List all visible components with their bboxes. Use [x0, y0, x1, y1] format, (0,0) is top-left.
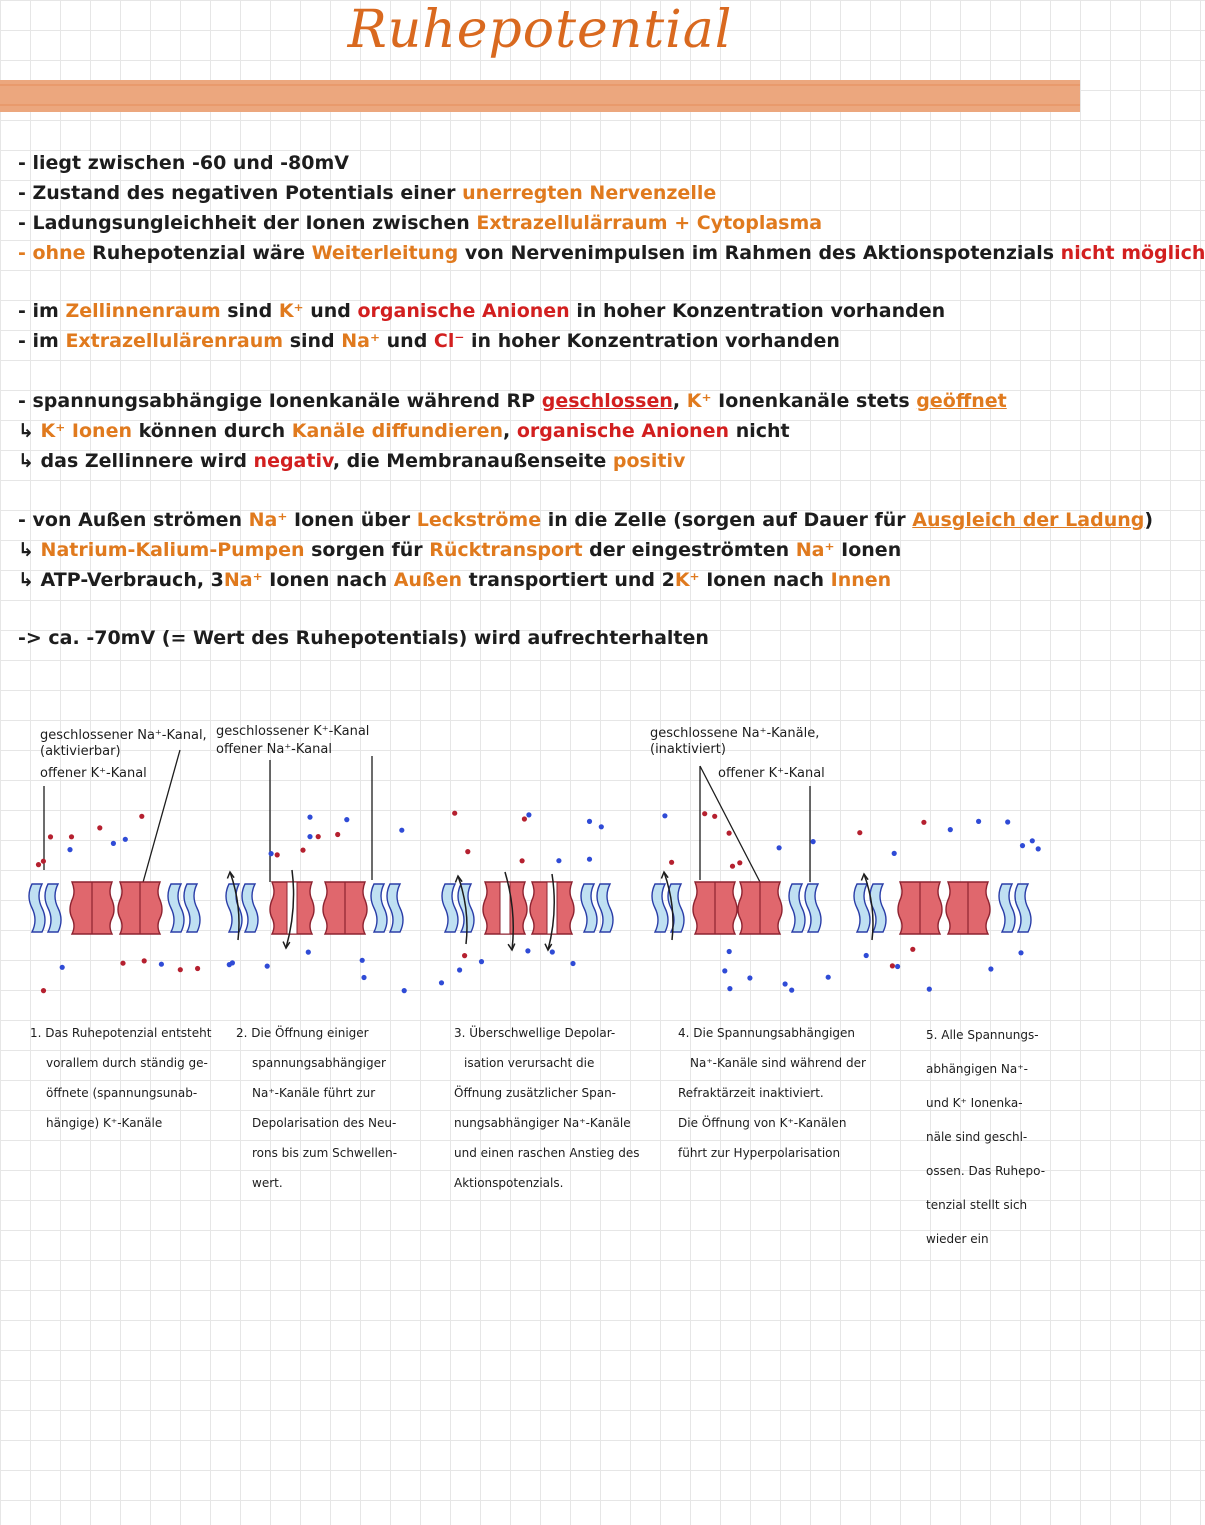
label-open-k-channel: offener K⁺-Kanal — [40, 766, 147, 781]
ion — [402, 988, 407, 993]
k-channel-subunit — [652, 884, 668, 932]
text-line-1: - liegt zwischen -60 und -80mV — [18, 152, 349, 174]
k-channel-subunit — [581, 884, 597, 932]
ion — [306, 950, 311, 955]
label-activatable: (aktivierbar) — [40, 744, 121, 759]
ion — [550, 949, 555, 954]
k-channel-subunit — [168, 884, 184, 932]
ion — [265, 964, 270, 969]
ion — [479, 959, 484, 964]
na-channel — [70, 882, 114, 934]
na-channel — [898, 882, 942, 934]
caption-step-4: 4. Die Spannungsabhängigen Na⁺-Kanäle sind während der Refraktärzeit inaktiviert. Die Öffnung von K⁺-Kanälen führt zur Hyperpolarisation — [678, 1026, 866, 1160]
text-line-11: ↳ Natrium-Kalium-Pumpen sorgen für Rücktransport der eingeströmten Na⁺ Ionen — [18, 539, 902, 561]
k-channel — [226, 884, 258, 932]
k-channel-subunit — [854, 884, 870, 932]
ion — [465, 849, 470, 854]
ion — [307, 815, 312, 820]
k-channel-subunit — [1015, 884, 1031, 932]
na-channel — [270, 882, 314, 934]
ion — [526, 812, 531, 817]
text-line-10: - von Außen strömen Na⁺ Ionen über Leckströme in die Zelle (sorgen auf Dauer für Ausgleich der Ladung) — [18, 509, 1154, 531]
k-channel — [999, 884, 1031, 932]
ion — [892, 851, 897, 856]
ion — [335, 832, 340, 837]
ion — [910, 947, 915, 952]
ion — [895, 964, 900, 969]
ion — [178, 967, 183, 972]
k-channel-subunit — [29, 884, 45, 932]
label-closed-na-channels: geschlossene Na⁺-Kanäle, — [650, 726, 820, 741]
ion — [727, 986, 732, 991]
text-line-6: - im Extrazellulärenraum sind Na⁺ und Cl⁻ in hoher Konzentration vorhanden — [18, 330, 840, 352]
ion — [452, 811, 457, 816]
caption-step-5: 5. Alle Spannungs- abhängigen Na⁺- und K⁺ Ionenka- näle sind geschl- ossen. Das Ruhepo- tenzial stellt sich wieder ein — [926, 1028, 1046, 1246]
ion — [783, 981, 788, 986]
ion — [269, 851, 274, 856]
ion — [777, 845, 782, 850]
k-channel-subunit — [387, 884, 403, 932]
ion — [730, 864, 735, 869]
k-channel — [854, 884, 886, 932]
k-channel-subunit — [45, 884, 61, 932]
label-closed-na-channel: geschlossener Na⁺-Kanal, — [40, 728, 207, 743]
ion — [399, 828, 404, 833]
ion — [722, 968, 727, 973]
label-inactivated: (inaktiviert) — [650, 742, 726, 757]
ion — [826, 975, 831, 980]
ion — [727, 949, 732, 954]
k-channel — [442, 884, 474, 932]
ion — [864, 953, 869, 958]
ion — [811, 839, 816, 844]
ion — [67, 847, 72, 852]
ion — [556, 858, 561, 863]
ion — [41, 859, 46, 864]
ion — [457, 967, 462, 972]
label-open-na-channel: offener Na⁺-Kanal — [216, 742, 332, 757]
ion — [789, 988, 794, 993]
ion — [522, 816, 527, 821]
ion — [669, 860, 674, 865]
ion — [857, 830, 862, 835]
membrane-svg — [0, 700, 1080, 1000]
na-channel — [693, 882, 737, 934]
ion — [300, 848, 305, 853]
ion — [344, 817, 349, 822]
k-channel-subunit — [805, 884, 821, 932]
ion — [737, 860, 742, 865]
ion — [1005, 819, 1010, 824]
ion — [988, 966, 993, 971]
ion — [139, 814, 144, 819]
text-line-7: - spannungsabhängige Ionenkanäle während RP geschlossen, K⁺ Ionenkanäle stets geöffnet — [18, 390, 1007, 412]
label-open-k-channel-2: offener K⁺-Kanal — [718, 766, 825, 781]
ion — [747, 975, 752, 980]
ion — [525, 948, 530, 953]
ion — [195, 966, 200, 971]
ion — [948, 827, 953, 832]
ion — [275, 852, 280, 857]
arrow-head — [508, 944, 515, 950]
na-channel — [946, 882, 990, 934]
band-line — [0, 84, 1080, 86]
page-title: Ruhepotential — [347, 0, 733, 60]
ion — [41, 988, 46, 993]
ion — [227, 962, 232, 967]
k-channel — [789, 884, 821, 932]
k-channel-subunit — [789, 884, 805, 932]
ion — [316, 834, 321, 839]
ion — [520, 858, 525, 863]
membrane-diagram — [0, 700, 1080, 1246]
text-line-5: - im Zellinnenraum sind K⁺ und organische Anionen in hoher Konzentration vorhanden — [18, 300, 946, 322]
k-channel-subunit — [242, 884, 258, 932]
ion — [662, 813, 667, 818]
ion — [120, 961, 125, 966]
ion — [36, 862, 41, 867]
text-line-2: - Zustand des negativen Potentials einer unerregten Nervenzelle — [18, 182, 717, 204]
caption-step-1: 1. Das Ruhepotenzial entsteht vorallem durch ständig ge- öffnete (spannungsunab- hängige) K⁺-Kanäle — [30, 1026, 212, 1130]
ion — [702, 811, 707, 816]
ion — [921, 820, 926, 825]
ion — [927, 987, 932, 992]
ion — [307, 834, 312, 839]
ion — [1020, 843, 1025, 848]
ion — [587, 819, 592, 824]
text-line-4: - ohne Ruhepotenzial wäre Weiterleitung von Nervenimpulsen im Rahmen des Aktionspotenzials nicht möglich — [18, 242, 1205, 264]
text-line-13: -> ca. -70mV (= Wert des Ruhepotentials) wird aufrechterhalten — [18, 627, 709, 649]
caption-step-2: 2. Die Öffnung einiger spannungsabhängiger Na⁺-Kanäle führt zur Depolarisation des Neu- rons bis zum Schwellen- wert. — [236, 1026, 398, 1190]
text-line-12: ↳ ATP-Verbrauch, 3Na⁺ Ionen nach Außen transportiert und 2K⁺ Ionen nach Innen — [18, 569, 892, 591]
k-channel — [652, 884, 684, 932]
na-channel — [118, 882, 162, 934]
ion — [48, 834, 53, 839]
ion — [142, 958, 147, 963]
ion — [727, 831, 732, 836]
text-line-9: ↳ das Zellinnere wird negativ, die Membranaußenseite positiv — [18, 450, 686, 472]
na-channel — [483, 882, 527, 934]
band-line — [0, 104, 1080, 106]
k-channel-subunit — [184, 884, 200, 932]
pointer-line — [700, 766, 760, 882]
k-channel-subunit — [371, 884, 387, 932]
ion — [111, 841, 116, 846]
k-channel — [371, 884, 403, 932]
ion — [1036, 846, 1041, 851]
ion — [976, 819, 981, 824]
ion — [360, 958, 365, 963]
ion — [60, 965, 65, 970]
na-channel-pore — [287, 882, 297, 934]
ion — [587, 857, 592, 862]
ion — [361, 975, 366, 980]
k-channel — [29, 884, 61, 932]
text-line-8: ↳ K⁺ Ionen können durch Kanäle diffundieren, organische Anionen nicht — [18, 420, 790, 442]
caption-step-3: 3. Überschwellige Depolar- isation verursacht die Öffnung zusätzlicher Span- nungsabhängiger Na⁺-Kanäle und einen raschen Anstieg des Aktionspotenzials. — [454, 1026, 640, 1190]
ion — [890, 963, 895, 968]
ion — [159, 962, 164, 967]
ion — [599, 824, 604, 829]
k-channel-subunit — [668, 884, 684, 932]
k-channel — [168, 884, 200, 932]
pointer-line — [142, 750, 180, 886]
ion — [462, 953, 467, 958]
k-channel — [581, 884, 613, 932]
ion — [69, 834, 74, 839]
na-channel — [738, 882, 782, 934]
na-channel — [323, 882, 367, 934]
k-channel-subunit — [597, 884, 613, 932]
text-line-3: - Ladungsungleichheit der Ionen zwischen Extrazellulärraum + Cytoplasma — [18, 212, 823, 234]
ion — [712, 814, 717, 819]
ion — [97, 825, 102, 830]
ion — [1030, 838, 1035, 843]
k-channel-subunit — [442, 884, 458, 932]
na-channel-pore — [500, 882, 510, 934]
ion — [439, 980, 444, 985]
ion — [570, 961, 575, 966]
k-channel-subunit — [999, 884, 1015, 932]
ion — [123, 837, 128, 842]
label-closed-k-channel: geschlossener K⁺-Kanal — [216, 724, 370, 739]
ion — [1018, 950, 1023, 955]
